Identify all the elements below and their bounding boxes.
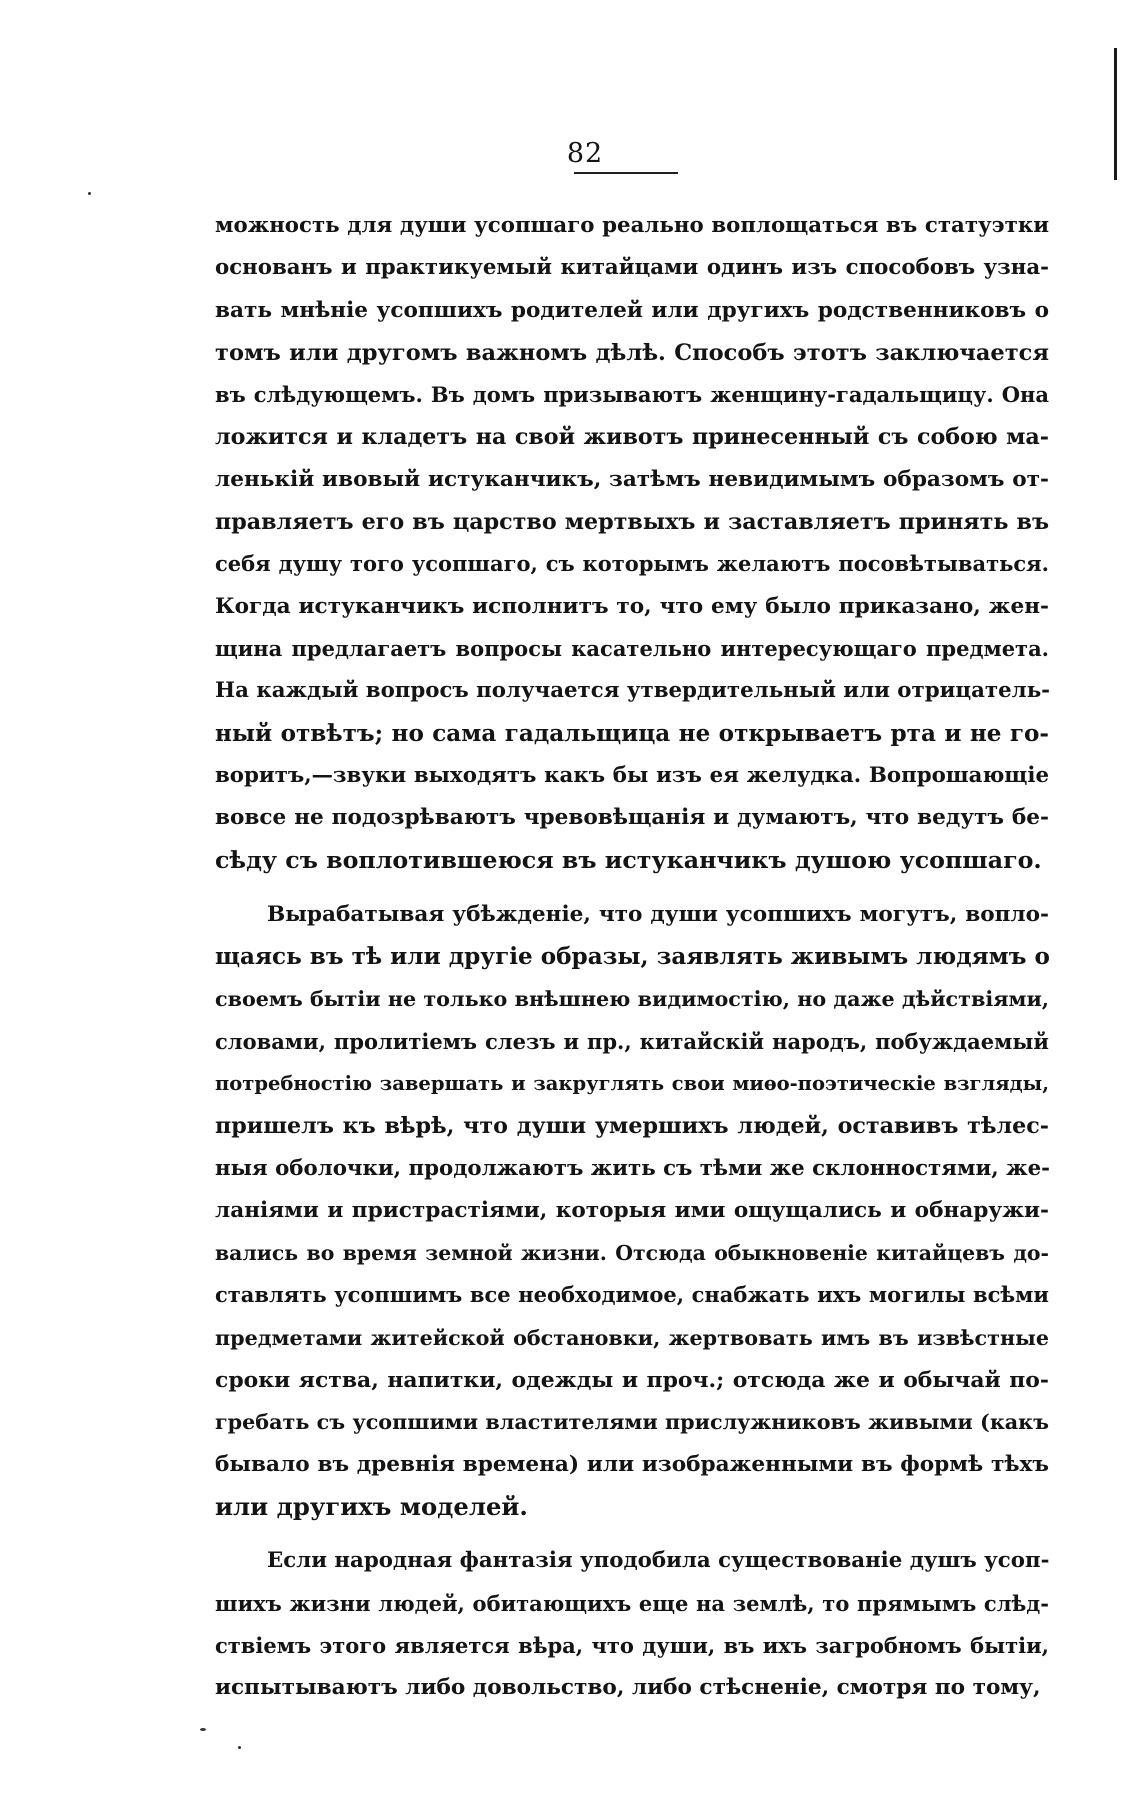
- text-line: можность для души усопшаго реально воплощаться въ статуэтки: [215, 213, 1049, 238]
- text-line: На каждый вопросъ получается утвердительный или отрицатель-: [215, 678, 1050, 704]
- text-line: ставлять усопшимъ все необходимое, снабжать ихъ могилы всѣми: [215, 1282, 1049, 1308]
- paragraph: [215, 1540, 1049, 1709]
- paragraph: [215, 894, 1049, 1528]
- text-line: ложится и кладетъ на свой животъ принесенный съ собою ма-: [215, 424, 1049, 451]
- text-line: предметами житейской обстановки, жертвовать имъ въ извѣстные: [215, 1325, 1049, 1350]
- text-line: Если народная фантазія уподобила существованіе душъ усоп-: [267, 1548, 1050, 1574]
- text-line: правляетъ его въ царство мертвыхъ и заставляетъ принять въ: [215, 509, 1049, 536]
- scan-speck: [238, 1746, 241, 1749]
- paragraph-gap: [215, 882, 1049, 894]
- text-line: Вырабатывая убѣжденіе, что души усопшихъ могутъ, вопло-: [267, 901, 1049, 927]
- text-line: пришелъ къ вѣрѣ, что души умершихъ людей, оставивъ тѣлес-: [215, 1113, 1049, 1140]
- text-line: въ слѣдующемъ. Въ домъ призываютъ женщину-гадальщицу. Она: [215, 382, 1049, 408]
- text-line: щаясь въ тѣ или другіе образы, заявлять живымъ людямъ о: [215, 943, 1050, 971]
- page-number: 82: [566, 138, 604, 169]
- scan-speck: [200, 1728, 206, 1731]
- paragraph-container: [215, 205, 1049, 1709]
- text-line: томъ или другомъ важномъ дѣлѣ. Способъ этотъ заключается: [215, 339, 1049, 366]
- text-line: вовсе не подозрѣваютъ чревовѣщанія и думаютъ, что ведутъ бе-: [215, 805, 1049, 831]
- text-line: воритъ,—звуки выходятъ какъ бы изъ ея желудка. Вопрошающіе: [215, 762, 1049, 788]
- text-line: себя душу того усопшаго, съ которымъ желаютъ посовѣтываться.: [215, 551, 1049, 577]
- text-line: сроки яства, напитки, одежды и проч.; отсюда же и обычай по-: [215, 1367, 1049, 1394]
- text-line: гребать съ усопшими властителями прислужниковъ живыми (какъ: [215, 1410, 1049, 1435]
- page-number-rule: [574, 172, 678, 174]
- text-line: сѣду съ воплотившеюся въ истуканчикъ душою усопшаго.: [215, 846, 1042, 875]
- text-line: испытываютъ либо довольство, либо стѣсненіе, смотря по тому,: [215, 1675, 1041, 1701]
- text-line: ланіями и пристрастіями, которыя ими ощущались и обнаружи-: [215, 1197, 1049, 1223]
- text-line: ленькій ивовый истуканчикъ, затѣмъ невидимымъ образомъ от-: [215, 466, 1049, 492]
- paragraph: [215, 205, 1049, 882]
- text-line: ныя оболочки, продолжаютъ жить съ тѣми же склонностями, же-: [215, 1155, 1050, 1181]
- scan-speck: [88, 192, 91, 195]
- text-line: основанъ и практикуемый китайцами одинъ изъ способовъ узна-: [215, 255, 1049, 281]
- paragraph-gap: [215, 1528, 1049, 1540]
- text-line: шихъ жизни людей, обитающихъ еще на землѣ, то прямымъ слѣд-: [215, 1590, 1049, 1616]
- text-line: своемъ бытіи не только внѣшнею видимостію, но даже дѣйствіями,: [215, 987, 1049, 1012]
- text-line: ствіемъ этого является вѣра, что души, въ ихъ загробномъ бытіи,: [215, 1632, 1049, 1658]
- text-line: словами, пролитіемъ слезъ и пр., китайскій народъ, побуждаемый: [215, 1028, 1049, 1054]
- text-line: вать мнѣніе усопшихъ родителей или другихъ родственниковъ о: [215, 297, 1049, 323]
- text-line: Когда истуканчикъ исполнитъ то, что ему было приказано, жен-: [215, 593, 1049, 619]
- text-line: вались во время земной жизни. Отсюда обыкновеніе китайцевъ до-: [215, 1241, 1049, 1266]
- text-line: щина предлагаетъ вопросы касательно интересующаго предмета.: [215, 635, 1049, 661]
- text-line: или другихъ моделей.: [215, 1491, 528, 1521]
- text-body: [215, 205, 1049, 1709]
- text-line: бывало въ древнія времена) или изображенными въ формѣ тѣхъ: [215, 1451, 1049, 1477]
- text-line: ный отвѣтъ; но сама гадальщица не открываетъ рта и не го-: [215, 719, 1049, 747]
- text-line: потребностію завершать и закруглять свои миѳо-поэтическіе взгляды,: [215, 1071, 1049, 1095]
